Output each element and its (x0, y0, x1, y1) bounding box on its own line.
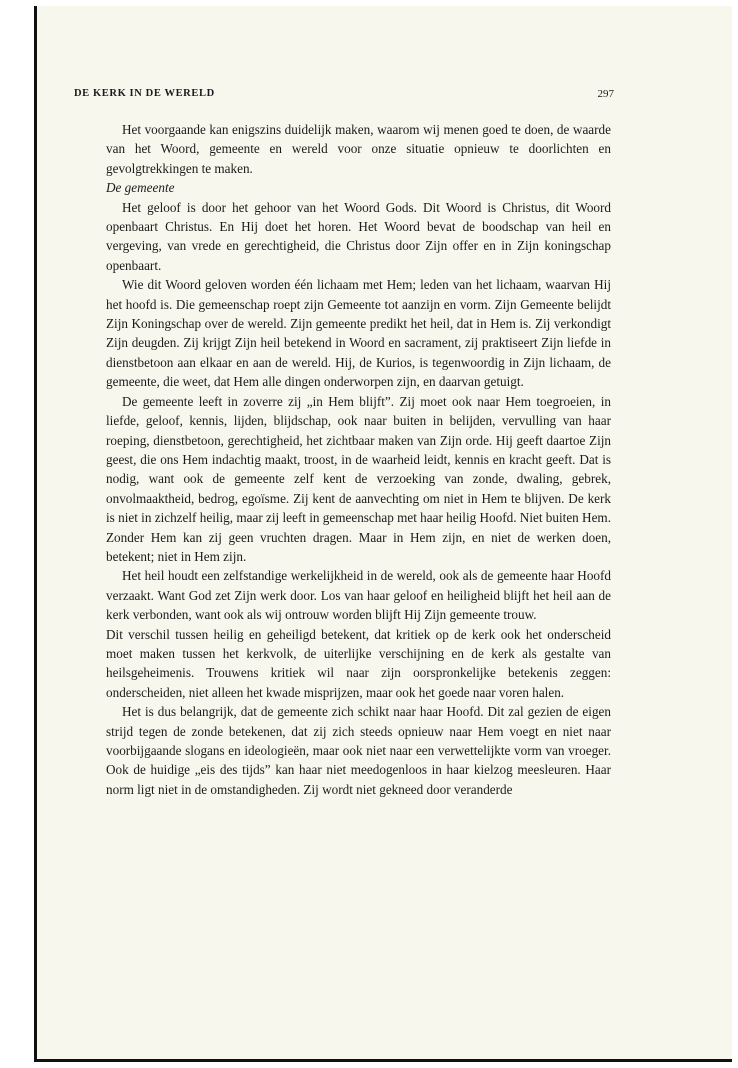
paragraph: Het heil houdt een zelfstandige werkelijkheid in de wereld, ook als de gemeente haar Hoofd verzaakt. Want God zet Zijn werk door. Los van haar geloof en heiligheid blijft het heil aan de kerk verbonden, want ook als wij ontrouw worden blijft Hij Zijn gemeente trouw. (106, 568, 611, 623)
intro-paragraph: Het voorgaande kan enigszins duidelijk maken, waarom wij menen goed te doen, de waarde van het Woord, gemeente en wereld voor onze situatie opnieuw te doorlichten en gevolgtrekkingen te maken. (106, 122, 611, 176)
paragraph: De gemeente leeft in zoverre zij „in Hem blijft”. Zij moet ook naar Hem toegroeien, in liefde, geloof, kennis, lijden, blijdschap, ook naar buiten in belijden, vervulling van haar roeping, dienstbetoon, gerechtigheid, het zichtbaar maken van Zijn orde. Hij geeft daartoe Zijn geest, die ons Hem indachtig maakt, troost, in de waarheid leidt, kennis en kracht geeft. Dat is nodig, want ook de gemeente zelf kent de verzoeking van zonde, dwaling, gebrek, onvolmaaktheid, bedrog, egoïsme. Zij kent de aanvechting om niet in Hem te blijven. De kerk is niet in zichzelf heilig, maar zij leeft in gemeenschap met haar heilig Hoofd. Niet buiten Hem. Zonder Hem kan zij geen vruchten dragen. Maar in Hem zijn, en niet de werken doen, betekent; niet in Hem zijn. (106, 393, 611, 564)
paragraph: Het is dus belangrijk, dat de gemeente zich schikt naar haar Hoofd. Dit zal gezien de eigen strijd tegen de zonde betekenen, dat zij zich steeds opnieuw naar Hem voegt en niet naar voorbijgaande slogans en ideologieën, maar ook niet naar een verwettelijkte vorm van vroeger. Ook de huidige „eis des tijds” kan haar niet meedogenloos in haar kielzog meesleuren. Haar norm ligt niet in de omstandigheden. Zij wordt niet gekneed door veranderde (106, 704, 611, 797)
running-title: DE KERK IN DE WERELD (74, 88, 215, 99)
paragraph: Dit verschil tussen heilig en geheiligd betekent, dat kritiek op de kerk ook het onderscheid moet maken tussen het kerkvolk, de uiterlijke verschijning en de kerk als gestalte van heilsgeheimenis. Trouwens kritiek wil naar zijn oorspronkelijke betekenis zeggen: onderscheiden, niet alleen het kwade misprijzen, maar ook het goede naar voren halen. (106, 626, 611, 700)
paragraph: Het geloof is door het gehoor van het Woord Gods. Dit Woord is Christus, dit Woord openbaart Christus. En Hij doet het horen. Het Woord bevat de boodschap van heil en vergeving, van vrede en gerechtigheid, die Christus door Zijn offer en in Zijn koningschap openbaart. (106, 199, 611, 273)
running-head (74, 88, 614, 99)
body-text (106, 120, 611, 799)
paragraph: Wie dit Woord geloven worden één lichaam met Hem; leden van het lichaam, waarvan Hij het hoofd is. Die gemeenschap roept zijn Gemeente tot aanzijn en vorm. Zijn Gemeente belijdt Zijn Koningschap over de wereld. Zijn gemeente predikt het heil, dat in Hem is. Zij verkondigt Zijn deugden. Zij krijgt Zijn heil betekend in Woord en sacrament, zij praktiseert Zijn liefde in dienstbetoon aan elkaar en aan de wereld. Hij, de Kurios, is tegenwoordig in Zijn lichaam, de gemeente, die weet, dat Hem alle dingen onderworpen zijn, en daarvan getuigt. (106, 277, 611, 390)
section-heading: De gemeente (106, 180, 175, 196)
page-number: 297 (597, 88, 614, 100)
